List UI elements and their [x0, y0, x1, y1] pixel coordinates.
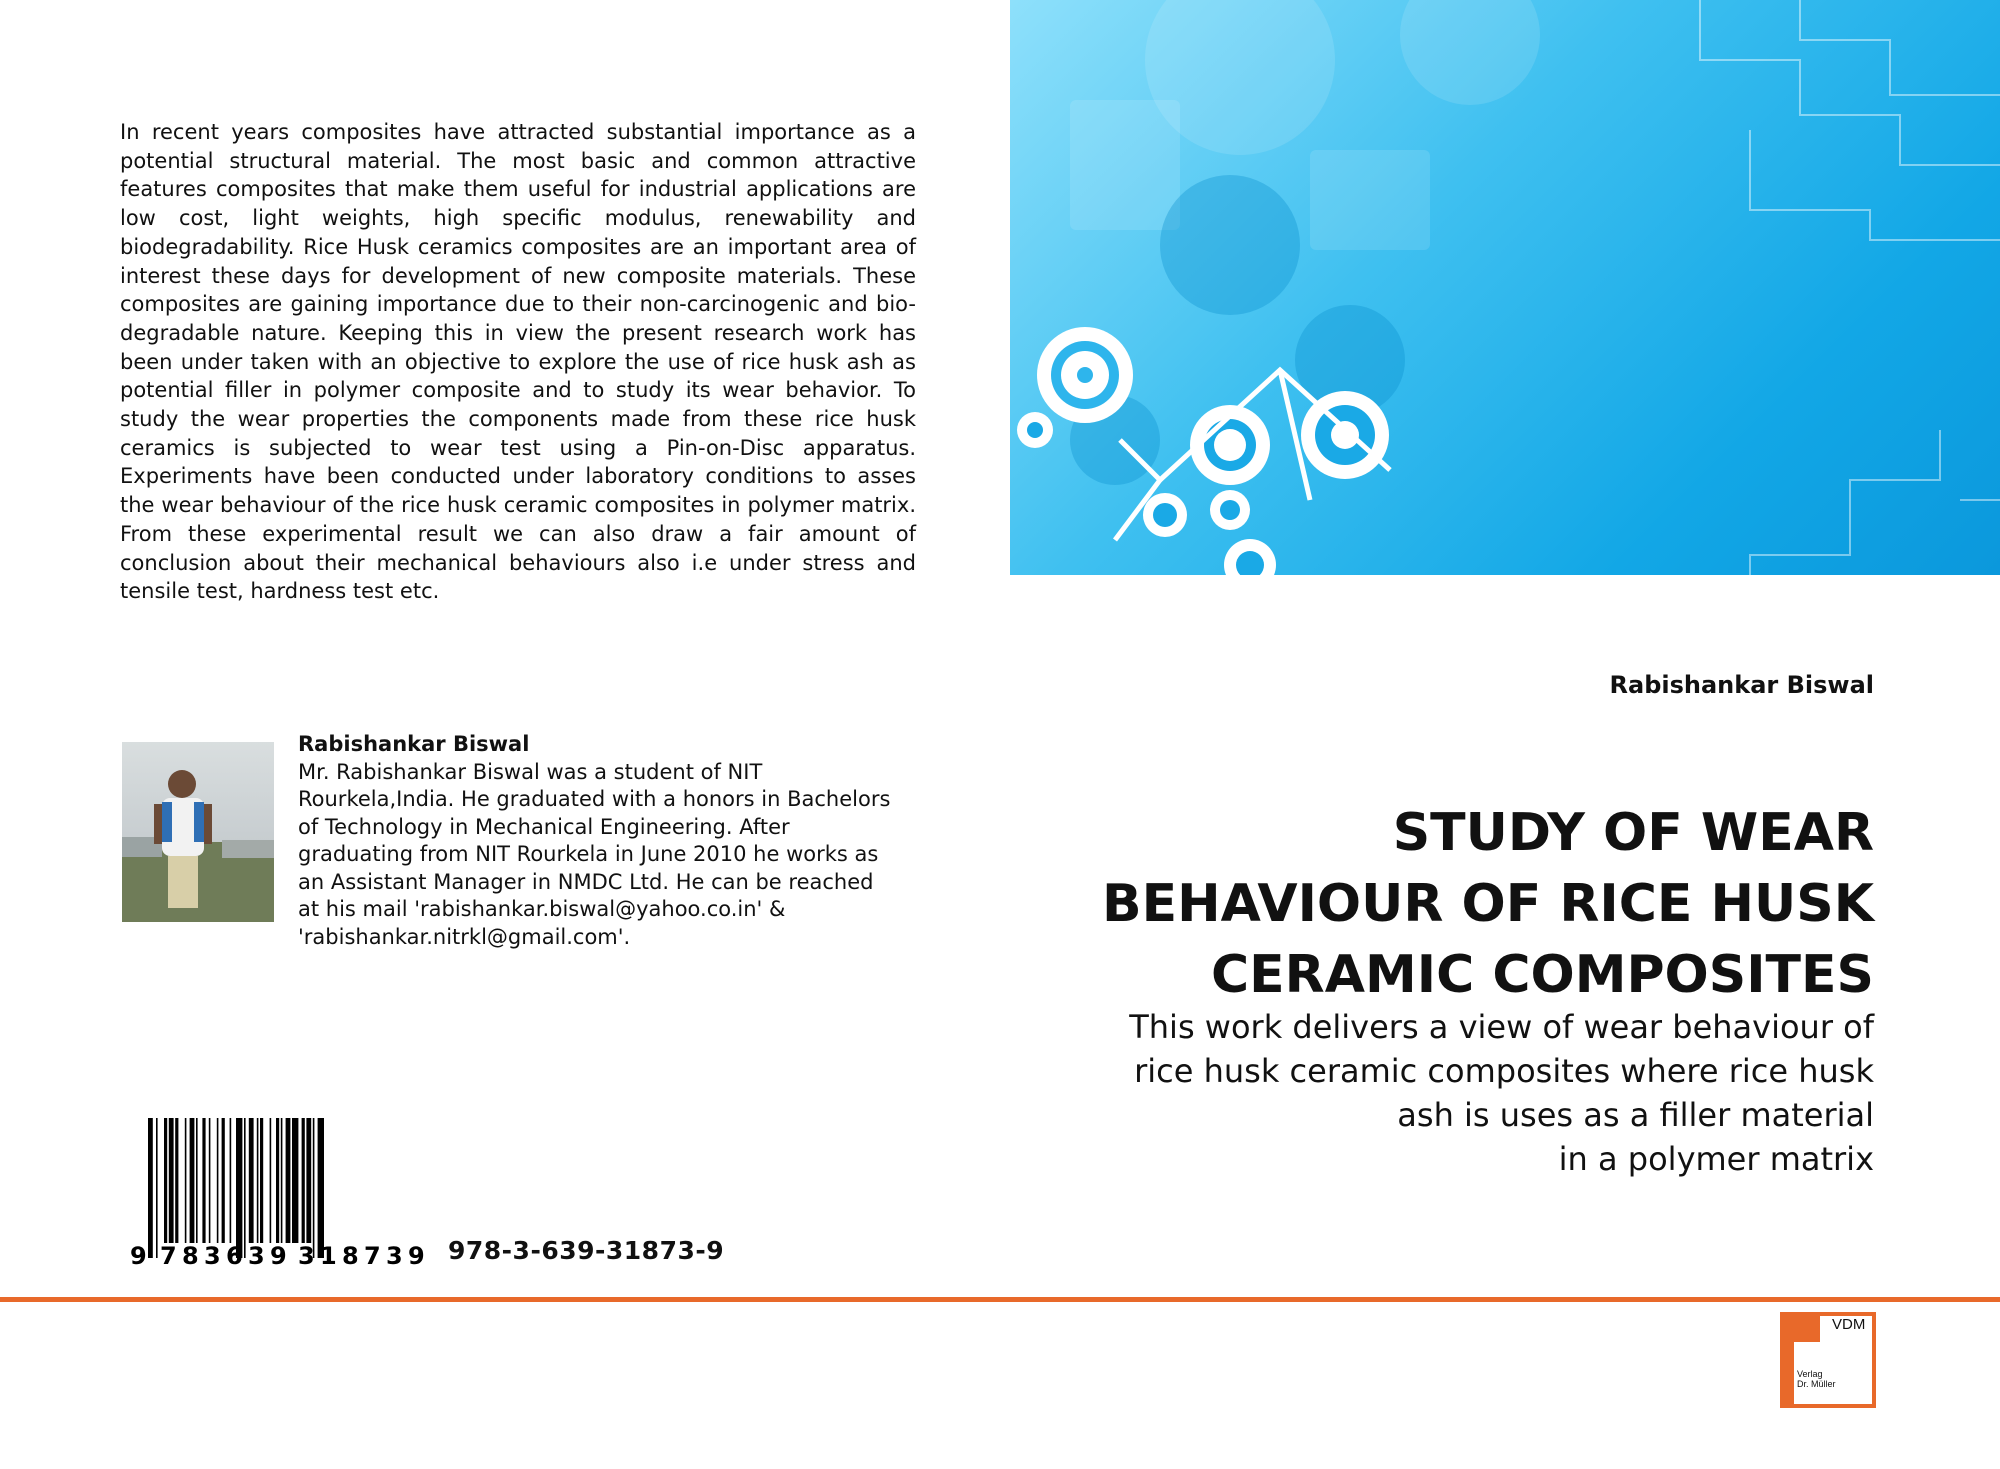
- subtitle-line: ash is uses as a filler material: [1397, 1096, 1874, 1134]
- author-photo: [122, 742, 274, 922]
- title-line: BEHAVIOUR OF RICE HUSK: [1101, 874, 1874, 934]
- subtitle-line: rice husk ceramic composites where rice husk: [1134, 1052, 1874, 1090]
- barcode-digit: 8: [182, 1242, 199, 1270]
- barcode-bar: [148, 1118, 153, 1258]
- isbn-number: 978-3-639-31873-9: [448, 1236, 725, 1265]
- barcode-bar: [286, 1118, 291, 1243]
- barcode-digit: 9: [270, 1242, 287, 1270]
- barcode-bar: [202, 1118, 205, 1243]
- barcode-digit: 7: [364, 1242, 381, 1270]
- orange-divider: [0, 1297, 2000, 1302]
- barcode-bar: [257, 1118, 259, 1243]
- subtitle-line: in a polymer matrix: [1558, 1140, 1874, 1178]
- bio-text: Mr. Rabishankar Biswal was a student of NIT Rourkela,India. He graduated with a honors in Bachelors of Technology in Mechanical Engineering. After graduating from NIT Rourkela in June 2010 he works as an Assistant Manager in NMDC Ltd. He can be reached at his mail 'rabishankar.biswal@yahoo.co.in' & 'rabishankar.nitrkl@gmail.com'.: [298, 759, 891, 949]
- back-cover-blurb: In recent years composites have attracted substantial importance as a potential structural material. The most basic and common attractive features composites that make them useful for industrial applications are low cost, light weights, high specific modulus, renewability and biodegradability. Rice Husk ceramics composites are an important area of interest these days for development of new composite materials. These composites are gaining importance due to their non-carcinogenic and bio-degradable nature. Keeping this in view the present research work has been under taken with an objective to explore the use of rice husk ash as potential filler in polymer composite and to study its wear behavior. To study the wear properties the components made from these rice husk ceramics is subjected to wear test using a Pin-on-Disc apparatus. Experiments have been conducted under laboratory conditions to asses the wear behaviour of the rice husk ceramic composites in polymer matrix. From these experimental result we can also draw a fair amount of conclusion about their mechanical behaviours also i.e under stress and tensile test, hardness test etc.: [120, 120, 916, 604]
- barcode-digit: 3: [204, 1242, 221, 1270]
- barcode-digit: 3: [298, 1242, 315, 1270]
- barcode-bar: [209, 1118, 211, 1243]
- book-title: [874, 798, 1874, 1011]
- barcode-bar: [270, 1118, 272, 1243]
- barcode-bar: [185, 1118, 187, 1243]
- barcode-bar: [222, 1118, 225, 1243]
- barcode-digit: 7: [160, 1242, 177, 1270]
- barcode-digit: 8: [342, 1242, 359, 1270]
- barcode-bar: [196, 1118, 198, 1243]
- publisher-subtext-line: Verlag: [1797, 1369, 1823, 1379]
- publisher-subtext: [1797, 1369, 1836, 1389]
- barcode-bar: [281, 1118, 283, 1243]
- barcode-digit: 9: [408, 1242, 425, 1270]
- barcode-bar: [306, 1118, 311, 1243]
- barcode-bar: [260, 1118, 263, 1243]
- barcode-bar: [175, 1118, 178, 1243]
- front-cover-author: Rabishankar Biswal: [1609, 671, 1874, 699]
- title-line: STUDY OF WEAR: [1392, 803, 1874, 863]
- barcode-digit: 3: [386, 1242, 403, 1270]
- barcode-digit: 6: [226, 1242, 243, 1270]
- publisher-name: VDM: [1832, 1316, 1866, 1333]
- barcode-bar: [156, 1118, 158, 1258]
- author-bio: [298, 731, 898, 951]
- subtitle-line: This work delivers a view of wear behaviour of: [1129, 1008, 1874, 1046]
- cover-illustration: [1010, 0, 2000, 575]
- barcode-bar: [313, 1118, 315, 1258]
- barcode-digit: 1: [320, 1242, 337, 1270]
- barcode-bar: [190, 1118, 195, 1243]
- publisher-subtext-line: Dr. Müller: [1797, 1379, 1836, 1389]
- barcode-digit: 9: [130, 1242, 147, 1270]
- barcode-bar: [276, 1118, 279, 1243]
- barcode-bar: [244, 1118, 246, 1258]
- barcode-bar: [230, 1118, 232, 1243]
- barcode-bar: [164, 1118, 167, 1243]
- barcode-bar: [249, 1118, 254, 1243]
- barcode-bar: [169, 1118, 174, 1243]
- title-line: CERAMIC COMPOSITES: [1211, 945, 1874, 1005]
- barcode-bar: [302, 1118, 305, 1243]
- gear-icon: [1037, 327, 1133, 423]
- barcode-bar: [236, 1118, 242, 1258]
- barcode-bar: [292, 1118, 298, 1243]
- barcode-bar: [318, 1118, 324, 1258]
- bio-author-name: Rabishankar Biswal: [298, 732, 530, 756]
- barcode-bar: [217, 1118, 219, 1243]
- barcode-digit: 3: [248, 1242, 265, 1270]
- book-subtitle: [974, 1005, 1874, 1181]
